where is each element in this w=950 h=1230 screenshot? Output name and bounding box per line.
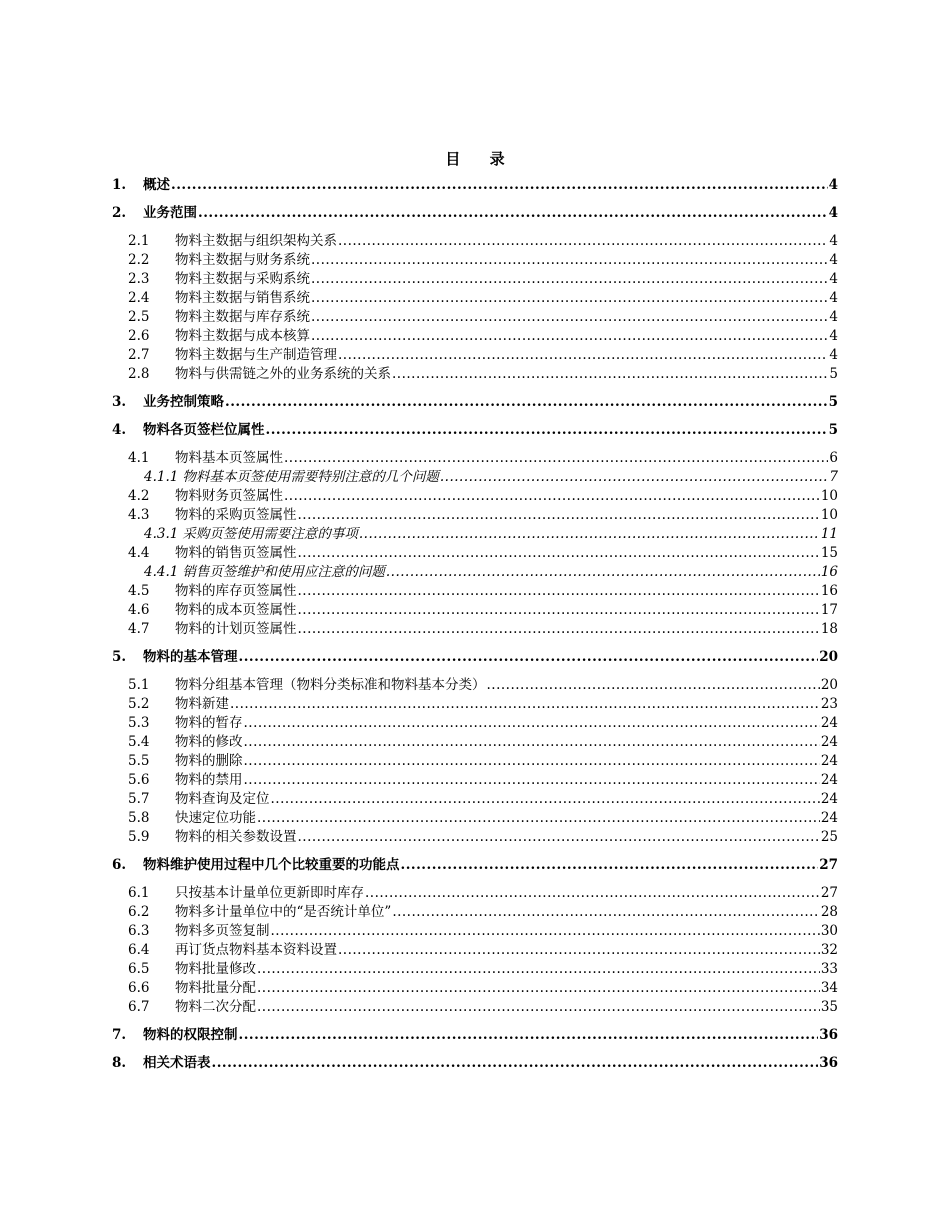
toc-entry-page: 4 [828, 177, 838, 193]
toc-entry-title: 物料的销售页签属性 [175, 545, 297, 561]
toc-entry-4-3-1[interactable] [112, 525, 838, 544]
toc-entry-title: 快速定位功能 [175, 810, 256, 826]
toc-entry-title: 只按基本计量单位更新即时库存 [175, 885, 364, 901]
toc-entry-title: 物料基本页签使用需要特别注意的几个问题 [182, 469, 439, 485]
toc-dot-leader [338, 346, 828, 365]
toc-dot-leader [298, 601, 820, 620]
toc-dot-leader [440, 468, 829, 487]
toc-entry-title: 物料主数据与财务系统 [175, 252, 310, 268]
toc-entry-title: 概述 [143, 177, 170, 193]
toc-dot-leader [298, 620, 820, 639]
toc-dot-leader [401, 856, 819, 875]
toc-dot-leader [212, 1054, 819, 1073]
toc-entry-number: 2.5 [128, 309, 150, 325]
toc-entry-title: 物料主数据与成本核算 [175, 328, 310, 344]
toc-entry-number: 6.2 [128, 904, 150, 920]
toc-entry-1[interactable] [112, 176, 838, 195]
toc-entry-title: 物料的计划页签属性 [175, 621, 297, 637]
toc-entry-title: 物料的库存页签属性 [175, 583, 297, 599]
toc-entry-number: 2.8 [128, 366, 150, 382]
toc-entry-page: 34 [820, 980, 838, 996]
toc-entry-5-6[interactable] [112, 771, 838, 790]
toc-entry-page: 25 [820, 829, 838, 845]
toc-entry-page: 36 [819, 1027, 838, 1043]
toc-entry-page: 24 [820, 753, 838, 769]
toc-entry-5-7[interactable] [112, 790, 838, 809]
toc-entry-number: 4.1.1 [144, 469, 179, 485]
toc-entry-6-3[interactable] [112, 922, 838, 941]
toc-entry-4-1[interactable] [112, 449, 838, 468]
table-of-contents [112, 176, 838, 1082]
toc-entry-number: 1. [112, 177, 127, 193]
toc-entry-page: 20 [820, 677, 838, 693]
toc-entry-title: 物料的删除 [175, 753, 243, 769]
toc-entry-title: 相关术语表 [143, 1055, 211, 1071]
toc-entry-number: 2. [112, 205, 127, 221]
toc-entry-page: 36 [819, 1055, 838, 1071]
toc-entry-number: 5.2 [128, 696, 150, 712]
toc-dot-leader [244, 752, 820, 771]
toc-entry-title: 物料主数据与销售系统 [175, 290, 310, 306]
toc-entry-title: 物料的修改 [175, 734, 243, 750]
toc-entry-page: 5 [829, 366, 838, 382]
toc-dot-leader [284, 487, 820, 506]
toc-entry-number: 6.4 [128, 942, 150, 958]
toc-entry-title: 物料批量分配 [175, 980, 256, 996]
toc-entry-page: 5 [828, 394, 838, 410]
toc-entry-page: 27 [819, 857, 838, 873]
toc-entry-4-4[interactable] [112, 544, 838, 563]
toc-entry-5-2[interactable] [112, 695, 838, 714]
toc-entry-2-1[interactable] [112, 232, 838, 251]
toc-entry-5-5[interactable] [112, 752, 838, 771]
toc-entry-number: 5.5 [128, 753, 150, 769]
toc-entry-2-6[interactable] [112, 327, 838, 346]
toc-entry-page: 33 [820, 961, 838, 977]
toc-entry-page: 24 [820, 791, 838, 807]
toc-entry-page: 16 [820, 564, 838, 580]
toc-entry-2-7[interactable] [112, 346, 838, 365]
toc-dot-leader [257, 979, 820, 998]
toc-entry-6-5[interactable] [112, 960, 838, 979]
toc-entry-8[interactable] [112, 1054, 838, 1073]
toc-entry-title: 物料的采购页签属性 [175, 507, 297, 523]
toc-entry-number: 4.4 [128, 545, 150, 561]
toc-entry-title: 采购页签使用需要注意的事项 [182, 526, 358, 542]
toc-dot-leader [311, 251, 828, 270]
toc-entry-page: 4 [829, 271, 838, 287]
toc-dot-leader [244, 733, 820, 752]
toc-dot-leader [311, 289, 828, 308]
toc-dot-leader [271, 922, 820, 941]
toc-dot-leader [298, 582, 820, 601]
toc-entry-5-4[interactable] [112, 733, 838, 752]
toc-dot-leader [359, 525, 820, 544]
toc-entry-title: 物料主数据与组织架构关系 [175, 233, 337, 249]
toc-entry-number: 4. [112, 422, 127, 438]
toc-dot-leader [311, 327, 828, 346]
toc-dot-leader [271, 790, 820, 809]
toc-dot-leader [392, 903, 820, 922]
toc-dot-leader [244, 771, 820, 790]
toc-entry-number: 5.1 [128, 677, 150, 693]
toc-entry-number: 6. [112, 857, 127, 873]
toc-dot-leader [338, 941, 820, 960]
toc-entry-number: 8. [112, 1055, 127, 1071]
toc-dot-leader [298, 828, 820, 847]
toc-entry-title: 物料批量修改 [175, 961, 256, 977]
toc-entry-6-4[interactable] [112, 941, 838, 960]
toc-entry-page: 10 [820, 488, 838, 504]
toc-entry-3[interactable] [112, 393, 838, 412]
toc-entry-page: 20 [819, 649, 838, 665]
toc-dot-leader [171, 176, 828, 195]
toc-entry-page: 6 [829, 450, 838, 466]
toc-entry-page: 27 [820, 885, 838, 901]
toc-entry-page: 4 [828, 205, 838, 221]
toc-entry-2-4[interactable] [112, 289, 838, 308]
toc-entry-page: 4 [829, 309, 838, 325]
toc-entry-title: 物料主数据与采购系统 [175, 271, 310, 287]
toc-entry-title: 物料的成本页签属性 [175, 602, 297, 618]
toc-dot-leader [257, 998, 820, 1017]
toc-entry-title: 物料多页签复制 [175, 923, 270, 939]
toc-entry-number: 2.2 [128, 252, 150, 268]
toc-entry-page: 4 [829, 328, 838, 344]
toc-entry-title: 物料主数据与生产制造管理 [175, 347, 337, 363]
toc-entry-5-1[interactable] [112, 676, 838, 695]
toc-entry-page: 7 [829, 469, 838, 485]
toc-entry-4-3[interactable] [112, 506, 838, 525]
toc-entry-title: 物料分组基本管理（物料分类标准和物料基本分类） [175, 677, 486, 693]
toc-entry-title: 物料的相关参数设置 [175, 829, 297, 845]
toc-dot-leader [230, 695, 820, 714]
toc-entry-6[interactable] [112, 856, 838, 875]
toc-entry-page: 4 [829, 347, 838, 363]
toc-dot-leader [298, 506, 820, 525]
toc-dot-leader [338, 232, 828, 251]
toc-entry-page: 4 [829, 233, 838, 249]
toc-dot-leader [365, 884, 820, 903]
toc-dot-leader [198, 204, 828, 223]
toc-entry-page: 15 [820, 545, 838, 561]
toc-entry-number: 6.7 [128, 999, 150, 1015]
toc-entry-number: 2.3 [128, 271, 150, 287]
toc-entry-6-7[interactable] [112, 998, 838, 1017]
toc-entry-4-2[interactable] [112, 487, 838, 506]
toc-dot-leader [487, 676, 820, 695]
toc-entry-5[interactable] [112, 648, 838, 667]
toc-entry-2-3[interactable] [112, 270, 838, 289]
toc-entry-number: 4.7 [128, 621, 150, 637]
toc-entry-number: 3. [112, 394, 127, 410]
toc-entry-title: 业务控制策略 [143, 394, 224, 410]
toc-entry-6-6[interactable] [112, 979, 838, 998]
toc-entry-2-2[interactable] [112, 251, 838, 270]
toc-entry-page: 4 [829, 290, 838, 306]
toc-entry-page: 35 [820, 999, 838, 1015]
toc-entry-page: 10 [820, 507, 838, 523]
toc-entry-page: 30 [820, 923, 838, 939]
toc-entry-5-9[interactable] [112, 828, 838, 847]
toc-entry-number: 5.4 [128, 734, 150, 750]
toc-entry-5-8[interactable] [112, 809, 838, 828]
toc-entry-title: 物料各页签栏位属性 [143, 422, 265, 438]
toc-entry-title: 物料新建 [175, 696, 229, 712]
toc-entry-number: 4.1 [128, 450, 150, 466]
toc-entry-7[interactable] [112, 1026, 838, 1045]
toc-entry-page: 24 [820, 734, 838, 750]
toc-dot-leader [257, 960, 820, 979]
toc-entry-title: 物料的暂存 [175, 715, 243, 731]
toc-entry-title: 物料的权限控制 [143, 1027, 238, 1043]
toc-dot-leader [239, 1026, 819, 1045]
toc-entry-title: 销售页签维护和使用应注意的问题 [182, 564, 385, 580]
toc-dot-leader [298, 544, 820, 563]
toc-entry-4-1-1[interactable] [112, 468, 838, 487]
toc-entry-title: 物料与供需链之外的业务系统的关系 [175, 366, 391, 382]
toc-dot-leader [266, 421, 828, 440]
toc-entry-title: 物料查询及定位 [175, 791, 270, 807]
toc-entry-4-5[interactable] [112, 582, 838, 601]
toc-entry-page: 18 [820, 621, 838, 637]
toc-entry-2-5[interactable] [112, 308, 838, 327]
toc-entry-number: 4.4.1 [144, 564, 179, 580]
toc-entry-number: 5.6 [128, 772, 150, 788]
toc-title: 目 录 [445, 150, 517, 168]
toc-entry-page: 23 [820, 696, 838, 712]
toc-entry-2[interactable] [112, 204, 838, 223]
toc-dot-leader [284, 449, 828, 468]
toc-entry-page: 24 [820, 715, 838, 731]
toc-entry-page: 24 [820, 772, 838, 788]
toc-dot-leader [244, 714, 820, 733]
toc-entry-number: 5.3 [128, 715, 150, 731]
toc-entry-4[interactable] [112, 421, 838, 440]
toc-entry-number: 4.3.1 [144, 526, 179, 542]
toc-dot-leader [311, 308, 828, 327]
toc-entry-page: 4 [829, 252, 838, 268]
toc-entry-number: 2.4 [128, 290, 150, 306]
toc-dot-leader [392, 365, 828, 384]
toc-entry-page: 17 [820, 602, 838, 618]
toc-entry-number: 5.8 [128, 810, 150, 826]
toc-entry-title: 物料二次分配 [175, 999, 256, 1015]
toc-entry-number: 2.7 [128, 347, 150, 363]
toc-entry-title: 再订货点物料基本资料设置 [175, 942, 337, 958]
toc-dot-leader [239, 648, 819, 667]
toc-entry-4-4-1[interactable] [112, 563, 838, 582]
toc-entry-6-2[interactable] [112, 903, 838, 922]
toc-entry-4-6[interactable] [112, 601, 838, 620]
toc-entry-page: 24 [820, 810, 838, 826]
toc-entry-2-8[interactable] [112, 365, 838, 384]
toc-entry-page: 5 [828, 422, 838, 438]
toc-entry-title: 物料多计量单位中的“是否统计单位” [175, 904, 392, 920]
toc-entry-number: 4.5 [128, 583, 150, 599]
toc-entry-title: 物料的禁用 [175, 772, 243, 788]
toc-entry-number: 6.5 [128, 961, 150, 977]
toc-dot-leader [311, 270, 828, 289]
toc-entry-page: 32 [820, 942, 838, 958]
toc-entry-number: 6.6 [128, 980, 150, 996]
toc-entry-page: 11 [820, 526, 838, 542]
toc-entry-number: 6.1 [128, 885, 150, 901]
toc-entry-title: 物料维护使用过程中几个比较重要的功能点 [143, 857, 400, 873]
toc-entry-page: 16 [820, 583, 838, 599]
toc-entry-number: 4.2 [128, 488, 150, 504]
toc-entry-number: 4.6 [128, 602, 150, 618]
toc-entry-title: 物料财务页签属性 [175, 488, 283, 504]
toc-entry-number: 5. [112, 649, 127, 665]
toc-entry-number: 5.7 [128, 791, 150, 807]
toc-entry-6-1[interactable] [112, 884, 838, 903]
toc-entry-title: 业务范围 [143, 205, 197, 221]
toc-entry-title: 物料基本页签属性 [175, 450, 283, 466]
toc-entry-title: 物料的基本管理 [143, 649, 238, 665]
toc-dot-leader [225, 393, 828, 412]
toc-entry-number: 5.9 [128, 829, 150, 845]
toc-entry-5-3[interactable] [112, 714, 838, 733]
toc-entry-number: 7. [112, 1027, 127, 1043]
toc-entry-number: 2.6 [128, 328, 150, 344]
toc-entry-number: 2.1 [128, 233, 150, 249]
toc-entry-page: 28 [820, 904, 838, 920]
toc-entry-4-7[interactable] [112, 620, 838, 639]
toc-dot-leader [257, 809, 820, 828]
toc-entry-number: 6.3 [128, 923, 150, 939]
toc-entry-title: 物料主数据与库存系统 [175, 309, 310, 325]
toc-entry-number: 4.3 [128, 507, 150, 523]
toc-dot-leader [386, 563, 820, 582]
